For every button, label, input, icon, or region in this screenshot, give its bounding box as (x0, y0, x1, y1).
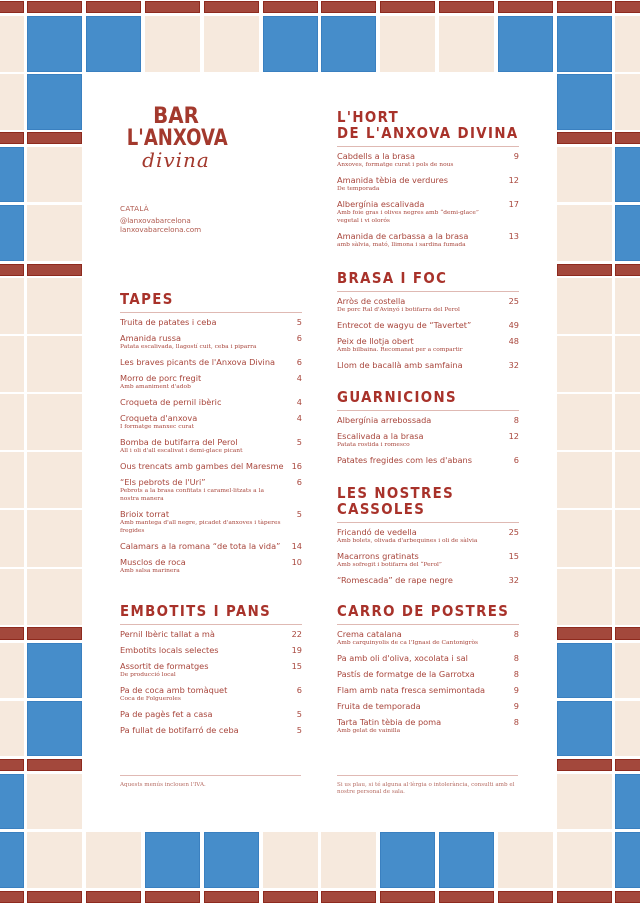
beige-tile (557, 394, 612, 450)
menu-item (120, 477, 302, 503)
beige-tile (380, 16, 435, 72)
blue-tile (27, 16, 82, 72)
menu-item (120, 413, 302, 431)
item-description: De temporada (337, 186, 380, 192)
red-band-tile (263, 1, 318, 13)
beige-tile (615, 394, 640, 450)
beige-tile (557, 569, 612, 625)
section-title (120, 291, 277, 307)
item-price: 17 (508, 199, 519, 209)
item-name: Tarta Tatin tèbia de poma (337, 717, 442, 727)
item-price: 15 (291, 661, 302, 671)
item-name: Morro de porc fregit (120, 373, 202, 383)
logo (116, 106, 236, 170)
red-band-tile (557, 891, 612, 903)
beige-tile (557, 510, 612, 567)
section-title-line: BRASA I FOC (337, 269, 448, 287)
red-band-tile (321, 891, 376, 903)
section-title-line: LES NOSTRES (337, 484, 455, 502)
beige-tile (615, 701, 640, 756)
footer-divider (120, 775, 301, 776)
beige-tile (27, 510, 82, 567)
menu-item (120, 317, 302, 327)
item-description: Amb bilbaina. Recomanat per a compartir (337, 347, 463, 353)
red-band-tile (263, 891, 318, 903)
menu-item (120, 685, 302, 703)
menu-item (337, 415, 519, 425)
menu-item (337, 653, 519, 663)
menu-item (337, 575, 519, 585)
red-band-tile (0, 759, 24, 771)
item-description: De producció local (120, 672, 176, 678)
item-price: 5 (296, 437, 302, 447)
beige-tile (557, 774, 612, 829)
beige-tile (557, 336, 612, 392)
section-title-line: GUARNICIONS (337, 388, 458, 406)
item-price: 13 (508, 231, 519, 241)
menu-item (120, 437, 302, 455)
item-name: Calamars a la romana “de tota la vida” (120, 541, 281, 551)
instagram-handle[interactable]: @lanxovabarcelona (120, 216, 191, 225)
item-name: Peix de llotja obert (337, 336, 414, 346)
menu-item (337, 717, 519, 735)
menu-item (337, 551, 519, 569)
beige-tile (0, 452, 24, 508)
item-name: Ous trencats amb gambes del Maresme (120, 461, 284, 471)
blue-tile (615, 774, 640, 829)
footer-vat-text: Aquests menús inclouen l'IVA. (120, 782, 206, 788)
item-price: 49 (508, 320, 519, 330)
section-divider (337, 291, 519, 292)
beige-tile (615, 278, 640, 334)
item-name: Amanida russa (120, 333, 181, 343)
blue-tile (86, 16, 141, 72)
beige-tile (557, 147, 612, 202)
item-price: 5 (296, 725, 302, 735)
section-title-line: CASSOLES (337, 500, 426, 518)
red-band-tile (86, 891, 141, 903)
section-guarnicions (337, 389, 519, 471)
item-name: Cabdells a la brasa (337, 151, 415, 161)
item-price: 4 (296, 373, 302, 383)
beige-tile (27, 569, 82, 625)
item-name: Pa de coca amb tomàquet (120, 685, 228, 695)
section-tapes (120, 291, 302, 581)
beige-tile (27, 205, 82, 261)
item-name: Macarrons gratinats (337, 551, 419, 561)
beige-tile (27, 147, 82, 202)
beige-tile (27, 774, 82, 829)
item-price: 5 (296, 317, 302, 327)
item-price: 32 (508, 575, 519, 585)
menu-item (120, 333, 302, 351)
item-description: Patata escalivada, llagostí cuit, ceba i piparra (120, 344, 257, 350)
blue-tile (557, 74, 612, 130)
red-band-tile (557, 264, 612, 276)
item-name: Escalivada a la brasa (337, 431, 424, 441)
item-price: 48 (508, 336, 519, 346)
beige-tile (263, 832, 318, 888)
contact-info (120, 204, 201, 234)
item-description: De porc Ral d'Avinyó i botifarra del Perol (337, 307, 460, 313)
beige-tile (204, 16, 259, 72)
menu-item (337, 685, 519, 695)
item-name: Brioix torrat (120, 509, 170, 519)
menu-item (120, 557, 302, 575)
item-name: Pernil Ibèric tallat a mà (120, 629, 215, 639)
item-price: 25 (508, 296, 519, 306)
item-name: Crema catalana (337, 629, 402, 639)
blue-tile (27, 701, 82, 756)
item-name: Pastís de formatge de la Garrotxa (337, 669, 475, 679)
beige-tile (557, 452, 612, 508)
beige-tile (0, 16, 24, 72)
section-divider (120, 312, 302, 313)
item-description: Anxoves, formatge curat i pols de nous (337, 162, 454, 168)
blue-tile (615, 205, 640, 261)
beige-tile (27, 394, 82, 450)
blue-tile (439, 832, 494, 888)
section-title (337, 602, 510, 620)
footer-allergy-note (337, 775, 518, 796)
red-band-tile (27, 627, 82, 640)
item-price: 6 (296, 357, 302, 367)
item-description: Amb salsa marinera (120, 568, 180, 574)
item-name: Arròs de costella (337, 296, 406, 306)
item-name: Llom de bacallà amb samfaina (337, 360, 463, 370)
website-link[interactable]: lanxovabarcelona.com (120, 225, 202, 234)
blue-tile (0, 774, 24, 829)
menu-item (337, 360, 519, 370)
beige-tile (615, 643, 640, 698)
section-title-line: DE L'ANXOVA DIVINA (337, 124, 519, 142)
red-band-tile (557, 627, 612, 640)
item-description: Amb foie gras i olives negres amb “demi-glace” vegetal i vi olorós (337, 210, 479, 224)
item-name: Bomba de butifarra del Perol (120, 437, 238, 447)
item-description: Amb gelat de vainilla (337, 728, 401, 734)
beige-tile (615, 16, 640, 72)
item-description: Amb bolets, olivada d'arbequines i oli de sàlvia (337, 538, 478, 544)
item-price: 12 (508, 431, 519, 441)
item-name: Flam amb nata fresca semimontada (337, 685, 486, 695)
red-band-tile (0, 891, 24, 903)
item-name: Les braves picants de l'Anxova Divina (120, 357, 276, 367)
red-band-tile (380, 891, 435, 903)
red-band-tile (27, 891, 82, 903)
red-band-tile (0, 264, 24, 276)
beige-tile (0, 701, 24, 756)
section-hort (337, 109, 519, 255)
red-band-tile (321, 1, 376, 13)
menu-item (120, 709, 302, 719)
blue-tile (380, 832, 435, 888)
item-name: Embotits locals selectes (120, 645, 219, 655)
section-divider (337, 146, 519, 147)
section-divider (337, 410, 519, 411)
beige-tile (321, 832, 376, 888)
red-band-tile (557, 759, 612, 771)
menu-item (120, 357, 302, 367)
red-band-tile (615, 132, 640, 144)
beige-tile (615, 74, 640, 130)
beige-tile (615, 510, 640, 567)
red-band-tile (498, 891, 553, 903)
section-divider (337, 522, 519, 523)
red-band-tile (615, 1, 640, 13)
item-price: 16 (291, 461, 302, 471)
blue-tile (615, 147, 640, 202)
item-name: Pa fullat de botifarró de ceba (120, 725, 239, 735)
item-name: Albergínia escalivada (337, 199, 425, 209)
item-name: “Els pebrots de l'Uri” (120, 477, 206, 487)
section-title-line: TAPES (120, 290, 174, 308)
beige-tile (557, 278, 612, 334)
item-price: 4 (296, 413, 302, 423)
red-band-tile (204, 891, 259, 903)
blue-tile (498, 16, 553, 72)
beige-tile (86, 832, 141, 888)
red-band-tile (615, 891, 640, 903)
item-name: Entrecot de wagyu de “Tavertet” (337, 320, 472, 330)
red-band-tile (204, 1, 259, 13)
item-name: Truita de patates i ceba (120, 317, 217, 327)
section-title-line: CARRO DE POSTRES (337, 602, 510, 620)
item-name: Albergínia arrebossada (337, 415, 432, 425)
red-band-tile (439, 891, 494, 903)
footer-divider (337, 775, 518, 776)
section-title (337, 485, 494, 517)
item-name: Croqueta d'anxova (120, 413, 198, 423)
item-name: Musclos de roca (120, 557, 186, 567)
menu-item (337, 629, 519, 647)
menu-item (337, 336, 519, 354)
beige-tile (615, 452, 640, 508)
item-description: amb sàlvia, mató, llimona i sardina fumada (337, 242, 466, 248)
beige-tile (145, 16, 200, 72)
item-description: Patata rostida i romesco (337, 442, 410, 448)
red-band-tile (439, 1, 494, 13)
blue-tile (0, 205, 24, 261)
item-name: Croqueta de pernil ibèric (120, 397, 222, 407)
beige-tile (27, 278, 82, 334)
item-price: 6 (513, 455, 519, 465)
item-description: Amb amaniment d'adob (120, 384, 191, 390)
item-name: “Romescada” de rape negre (337, 575, 453, 585)
beige-tile (0, 278, 24, 334)
red-band-tile (27, 759, 82, 771)
item-price: 14 (291, 541, 302, 551)
menu-item (337, 231, 519, 249)
blue-tile (145, 832, 200, 888)
footer-vat-note (120, 775, 301, 789)
item-price: 4 (296, 397, 302, 407)
menu-item (337, 296, 519, 314)
item-price: 22 (291, 629, 302, 639)
item-price: 8 (513, 629, 519, 639)
beige-tile (0, 74, 24, 130)
menu-panel (86, 74, 553, 832)
menu-item (337, 669, 519, 679)
section-divider (337, 624, 519, 625)
menu-item (337, 199, 519, 225)
red-band-tile (557, 132, 612, 144)
item-name: Fricandó de vedella (337, 527, 417, 537)
red-band-tile (0, 627, 24, 640)
menu-item (120, 645, 302, 655)
menu-item (120, 541, 302, 551)
menu-item (337, 701, 519, 711)
item-price: 19 (291, 645, 302, 655)
beige-tile (557, 832, 612, 888)
section-title (120, 603, 277, 619)
beige-tile (27, 832, 82, 888)
blue-tile (321, 16, 376, 72)
section-title (337, 389, 494, 405)
item-price: 9 (513, 685, 519, 695)
logo-line-divina: divina (142, 148, 210, 172)
red-band-tile (27, 132, 82, 144)
menu-item (120, 725, 302, 735)
item-price: 8 (513, 717, 519, 727)
red-band-tile (145, 891, 200, 903)
blue-tile (27, 643, 82, 698)
beige-tile (557, 205, 612, 261)
item-description: Coca de Folgueroles (120, 696, 181, 702)
red-band-tile (615, 264, 640, 276)
item-price: 8 (513, 669, 519, 679)
item-price: 6 (296, 685, 302, 695)
blue-tile (0, 832, 24, 888)
item-description: Pebrots a la brasa confitats i caramel·litzats a la nostra manera (120, 488, 264, 502)
menu-item (337, 527, 519, 545)
item-price: 25 (508, 527, 519, 537)
beige-tile (0, 336, 24, 392)
menu-item (120, 661, 302, 679)
section-carro-de-postres (337, 603, 519, 741)
logo-line-bar: BAR (153, 104, 199, 129)
menu-item (120, 461, 302, 471)
item-description: All i oli d'all escalivat i demi-glace picant (120, 448, 243, 454)
menu-item (337, 455, 519, 465)
footer-allergy-text: Si us plau, si té alguna al·lèrgia o intolerància, consulti amb el nostre personal de sala. (337, 782, 515, 795)
item-price: 15 (508, 551, 519, 561)
menu-item (120, 509, 302, 535)
section-title-line: L'HORT (337, 108, 400, 126)
item-name: Fruita de temporada (337, 701, 421, 711)
red-band-tile (380, 1, 435, 13)
item-name: Amanida de carbassa a la brasa (337, 231, 469, 241)
language-label[interactable]: CATALÀ (120, 204, 150, 213)
section-title (337, 270, 494, 286)
item-name: Patates fregides com les d'abans (337, 455, 473, 465)
item-price: 6 (296, 477, 302, 487)
blue-tile (615, 832, 640, 888)
item-price: 5 (296, 509, 302, 519)
blue-tile (204, 832, 259, 888)
item-description: Amb mantega d'all negre, picadet d'anxoves i tàperes fregides (120, 520, 281, 534)
item-price: 10 (291, 557, 302, 567)
menu-item (120, 397, 302, 407)
beige-tile (0, 510, 24, 567)
blue-tile (0, 147, 24, 202)
item-price: 9 (513, 151, 519, 161)
item-price: 9 (513, 701, 519, 711)
item-description: I formatge manxec curat (120, 424, 194, 430)
item-price: 32 (508, 360, 519, 370)
red-band-tile (0, 1, 24, 13)
red-band-tile (86, 1, 141, 13)
menu-item (337, 431, 519, 449)
section-embotits-i-pans (120, 603, 302, 741)
menu-item (120, 373, 302, 391)
red-band-tile (615, 627, 640, 640)
blue-tile (263, 16, 318, 72)
item-name: Amanida tèbia de verdures (337, 175, 449, 185)
section-title (337, 108, 519, 142)
menu-item (337, 320, 519, 330)
beige-tile (27, 336, 82, 392)
item-price: 8 (513, 415, 519, 425)
section-les-nostres-cassoles (337, 485, 519, 591)
blue-tile (557, 643, 612, 698)
menu-item (337, 175, 519, 193)
beige-tile (615, 336, 640, 392)
red-band-tile (27, 1, 82, 13)
blue-tile (557, 701, 612, 756)
item-name: Assortit de formatges (120, 661, 209, 671)
item-description: Amb carquinyolis de ca l'Ignasi de Cantonigròs (337, 640, 479, 646)
section-divider (120, 624, 302, 625)
item-price: 8 (513, 653, 519, 663)
beige-tile (439, 16, 494, 72)
item-description: Amb sofregit i botifarra del “Perol” (337, 562, 442, 568)
section-brasa-i-foc (337, 270, 519, 376)
item-price: 12 (508, 175, 519, 185)
item-name: Pa amb oli d'oliva, xocolata i sal (337, 653, 468, 663)
blue-tile (557, 16, 612, 72)
red-band-tile (0, 132, 24, 144)
red-band-tile (615, 759, 640, 771)
red-band-tile (145, 1, 200, 13)
logo-line-anxova: L'ANXOVA (126, 126, 228, 151)
beige-tile (0, 394, 24, 450)
menu-item (120, 629, 302, 639)
item-name: Pa de pagès fet a casa (120, 709, 213, 719)
item-price: 6 (296, 333, 302, 343)
red-band-tile (27, 264, 82, 276)
beige-tile (615, 569, 640, 625)
menu-item (337, 151, 519, 169)
section-title-line: EMBOTITS I PANS (120, 602, 272, 620)
beige-tile (498, 832, 553, 888)
item-price: 5 (296, 709, 302, 719)
beige-tile (0, 643, 24, 698)
beige-tile (27, 452, 82, 508)
blue-tile (27, 74, 82, 130)
beige-tile (0, 569, 24, 625)
red-band-tile (557, 1, 612, 13)
red-band-tile (498, 1, 553, 13)
